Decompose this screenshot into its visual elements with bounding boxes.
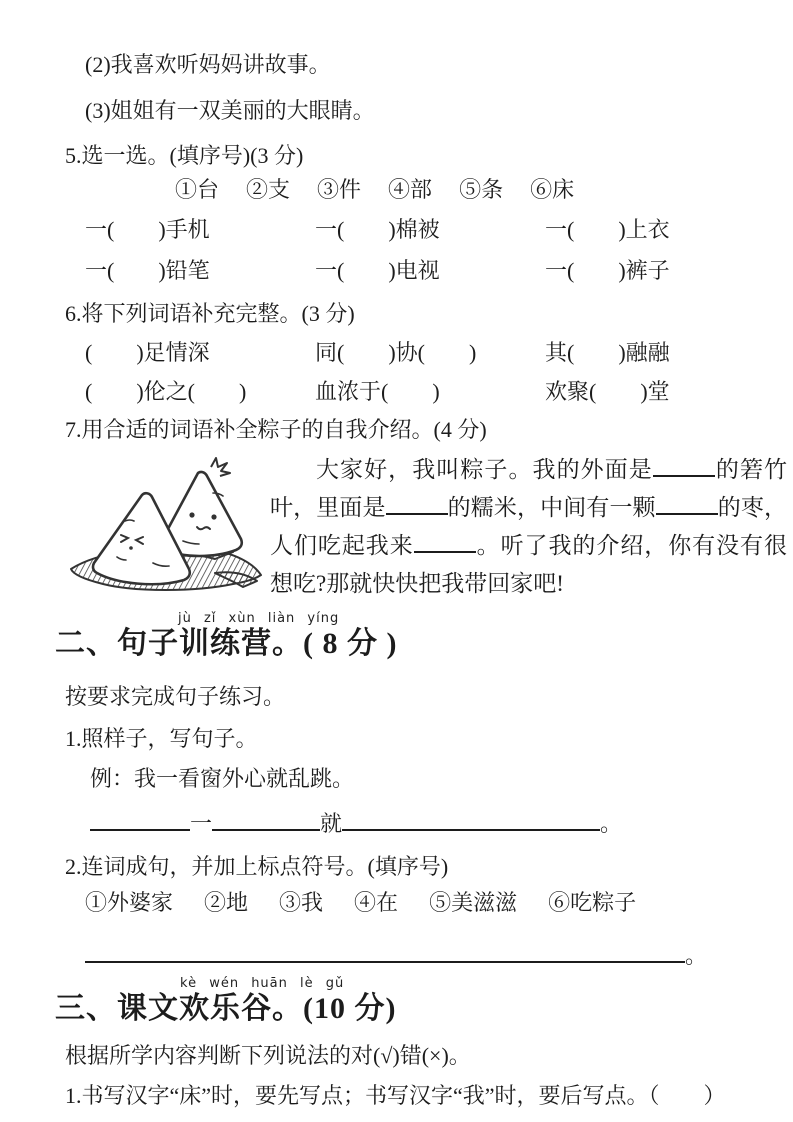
fill-item: 一( )棉被 (315, 217, 440, 242)
q6-title: 6.将下列词语补充完整。(3 分) (65, 301, 355, 326)
option-item: ③件 (317, 177, 362, 202)
fill-item: 其( )融融 (545, 340, 670, 365)
connector-text: 就 (320, 811, 343, 837)
fill-item: 一( )裤子 (545, 258, 670, 283)
section2-title: 二、句子训练营。( 8 分 ) (55, 627, 398, 660)
sentence-item-2: (2)我喜欢听妈妈讲故事。 (85, 52, 331, 77)
fill-blank (414, 529, 476, 553)
q6-row (85, 377, 793, 407)
fill-blank (653, 453, 715, 477)
answer-blank (342, 808, 600, 831)
s2q1-example: 例：我一看窗外心就乱跳。 (90, 766, 355, 791)
fill-item: 一( )铅笔 (85, 258, 210, 283)
fill-item: 同( )协( ) (315, 340, 477, 365)
option-item: ⑥床 (530, 177, 575, 202)
pinyin-label: kè wén huān lè gǔ (180, 976, 345, 992)
section2-subtitle: 按要求完成句子练习。 (65, 684, 286, 709)
fill-blank (386, 491, 448, 515)
fill-item: ( )足情深 (85, 340, 210, 365)
answer-line (85, 940, 685, 963)
option-item: ①外婆家 (85, 890, 174, 916)
q7-paragraph (270, 451, 793, 609)
option-item: ②支 (246, 177, 291, 202)
fill-item: 一( )手机 (85, 217, 210, 242)
s2q1-answer-row (90, 808, 793, 840)
fill-item: 一( )电视 (315, 258, 440, 283)
q5-row (85, 215, 793, 245)
option-item: ②地 (204, 890, 249, 916)
option-item: ③我 (279, 890, 324, 916)
fill-item: 血浓于( ) (315, 379, 440, 404)
q5-title: 5.选一选。(填序号)(3 分) (65, 143, 304, 168)
s2q2-answer-row (85, 940, 793, 972)
para-text: 大家好，我叫粽子。我的外面是 (316, 457, 653, 482)
para-text: 的枣，人们吃起我来 (270, 495, 788, 558)
period-text: 。 (685, 943, 708, 969)
s2q2-options (85, 888, 793, 918)
section2-heading (55, 611, 793, 662)
para-text: 的箬竹叶，里面是 (270, 457, 788, 520)
connector-text: 一 (190, 811, 213, 837)
para-text: 。听了我的介绍，你有没有很想吃?那就快快把我带回家吧! (270, 533, 788, 596)
fill-item: 一( )上衣 (545, 217, 670, 242)
option-item: ①台 (175, 177, 220, 202)
option-item: ④在 (354, 890, 399, 916)
fill-blank (656, 491, 718, 515)
para-text: 的糯米，中间有一颗 (447, 495, 656, 520)
sentence-item-3: (3)姐姐有一双美丽的大眼睛。 (85, 98, 375, 123)
section3-title: 三、课文欢乐谷。(10 分) (55, 992, 397, 1026)
s2q1-title: 1.照样子，写句子。 (65, 726, 258, 751)
section3-heading (55, 976, 793, 1027)
zongzi-illustration (65, 451, 270, 609)
option-item: ⑤美滋滋 (429, 890, 518, 916)
q5-options (175, 175, 793, 205)
option-item: ⑤条 (459, 177, 504, 202)
option-item: ⑥吃粽子 (548, 890, 637, 916)
s3q1-item: 1.书写汉字“床”时，要先写点；书写汉字“我”时，要后写点。（ ） (65, 1083, 726, 1109)
fill-item: 欢聚( )堂 (545, 379, 670, 404)
q7-title: 7.用合适的词语补全粽子的自我介绍。(4 分) (65, 417, 487, 442)
s2q2-title: 2.连词成句，并加上标点符号。(填序号) (65, 854, 449, 880)
q6-row (85, 338, 793, 368)
period-text: 。 (600, 811, 623, 837)
pinyin-label: jù zǐ xùn liàn yíng (178, 611, 340, 626)
answer-blank (212, 808, 320, 831)
fill-item: ( )伦之( ) (85, 379, 247, 404)
q5-row (85, 256, 793, 286)
option-item: ④部 (388, 177, 433, 202)
answer-blank (90, 808, 190, 831)
q7-block (65, 451, 793, 609)
section3-subtitle: 根据所学内容判断下列说法的对(√)错(×)。 (65, 1043, 471, 1069)
